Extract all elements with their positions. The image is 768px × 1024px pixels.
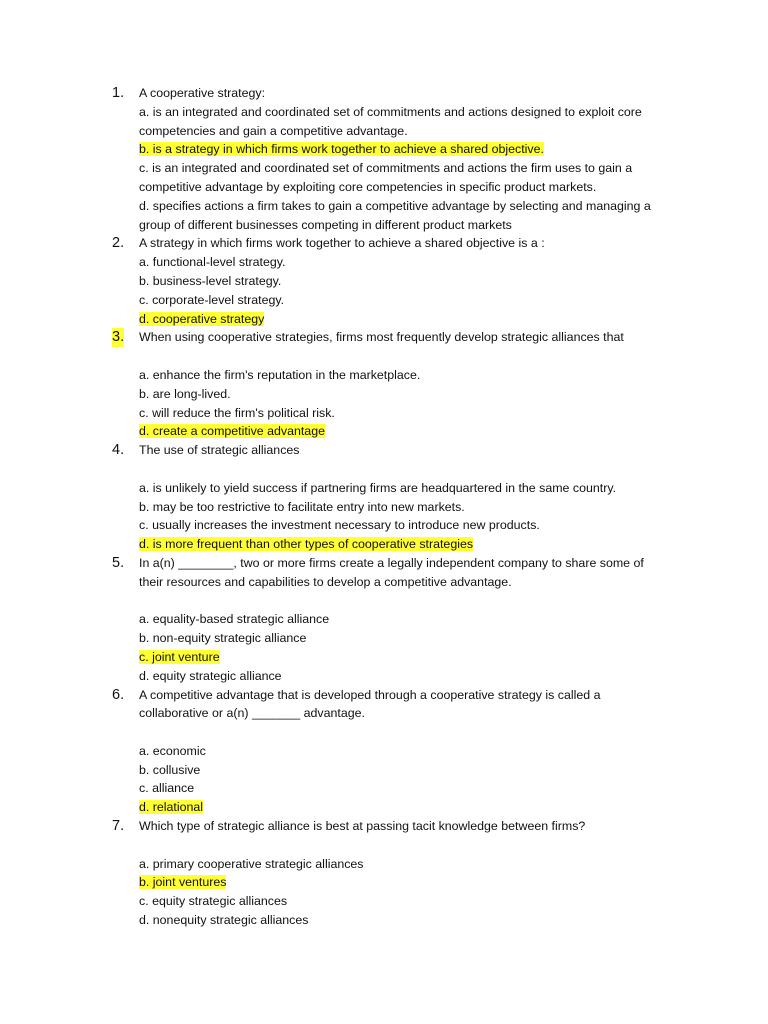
answer-option: a. is an integrated and coordinated set of commitments and actions designed to exploit core	[139, 104, 642, 119]
answer-option: c. equity strategic alliances	[139, 894, 288, 909]
answer-option: a. is unlikely to yield success if partnering firms are headquartered in the same country.	[139, 480, 617, 495]
question-stem: Which type of strategic alliance is best at passing tacit knowledge between firms?	[139, 819, 586, 834]
question-4	[112, 441, 712, 554]
question-number: 2.	[112, 235, 125, 252]
answer-option-highlighted: d. cooperative strategy	[139, 311, 265, 326]
answer-option-highlighted: c. joint venture	[139, 649, 220, 664]
question-number: 1.	[112, 85, 125, 101]
blank-line	[139, 723, 712, 742]
question-number: 4.	[112, 442, 125, 459]
question-3	[112, 328, 712, 441]
blank-line	[139, 592, 712, 611]
answer-option: b. may be too restrictive to facilitate entry into new markets.	[139, 499, 465, 514]
question-6	[112, 686, 712, 818]
answer-option-highlighted: d. is more frequent than other types of cooperative strategies	[139, 537, 474, 552]
answer-option-highlighted: d. create a competitive advantage	[139, 424, 325, 439]
question-stem: A competitive advantage that is developed through a cooperative strategy is called a	[139, 687, 601, 702]
answer-option: a. equality-based strategic alliance	[139, 612, 330, 627]
question-5	[112, 554, 712, 686]
question-list	[112, 84, 712, 930]
question-number: 7.	[112, 818, 125, 835]
answer-option: d. equity strategic alliance	[139, 668, 282, 683]
answer-option: b. collusive	[139, 762, 201, 777]
question-1	[112, 84, 712, 234]
question-stem: collaborative or a(n) _______ advantage.	[139, 706, 365, 721]
answer-option: competitive advantage by exploiting core competencies in specific product markets.	[139, 179, 597, 194]
answer-option: c. usually increases the investment necessary to introduce new products.	[139, 518, 540, 533]
question-number: 6.	[112, 686, 125, 703]
answer-option: a. primary cooperative strategic alliances	[139, 856, 364, 871]
answer-option: b. non-equity strategic alliance	[139, 631, 307, 646]
blank-line	[139, 836, 712, 855]
answer-option: competencies and gain a competitive advantage.	[139, 123, 408, 138]
blank-line	[139, 460, 712, 479]
answer-option-highlighted: b. joint ventures	[139, 875, 227, 890]
question-stem: A strategy in which firms work together to achieve a shared objective is a :	[139, 236, 545, 251]
question-stem: The use of strategic alliances	[139, 443, 300, 458]
blank-line	[139, 347, 712, 366]
answer-option: a. enhance the firm's reputation in the marketplace.	[139, 367, 421, 382]
question-number: 3.	[112, 329, 125, 346]
question-2	[112, 234, 712, 328]
answer-option: a. functional-level strategy.	[139, 255, 286, 270]
answer-option: b. are long-lived.	[139, 386, 231, 401]
answer-option: c. is an integrated and coordinated set of commitments and actions the firm uses to gain a	[139, 161, 633, 176]
question-stem: When using cooperative strategies, firms most frequently develop strategic alliances that	[139, 330, 624, 345]
answer-option: d. specifies actions a firm takes to gain a competitive advantage by selecting and managing a	[139, 198, 651, 213]
answer-option: c. will reduce the firm's political risk.	[139, 405, 335, 420]
answer-option: c. corporate-level strategy.	[139, 292, 285, 307]
answer-option-highlighted: d. relational	[139, 800, 204, 815]
answer-option: d. nonequity strategic alliances	[139, 913, 309, 928]
question-number: 5.	[112, 554, 125, 571]
answer-option: c. alliance	[139, 781, 195, 796]
answer-option: group of different businesses competing in different product markets	[139, 217, 512, 232]
question-stem: A cooperative strategy:	[139, 86, 266, 100]
answer-option: b. business-level strategy.	[139, 273, 282, 288]
question-stem: their resources and capabilities to develop a competitive advantage.	[139, 574, 512, 589]
question-stem: In a(n) ________, two or more firms create a legally independent company to share some of	[139, 555, 644, 570]
question-7	[112, 817, 712, 930]
answer-option: a. economic	[139, 743, 206, 758]
answer-option-highlighted: b. is a strategy in which firms work together to achieve a shared objective.	[139, 142, 544, 157]
